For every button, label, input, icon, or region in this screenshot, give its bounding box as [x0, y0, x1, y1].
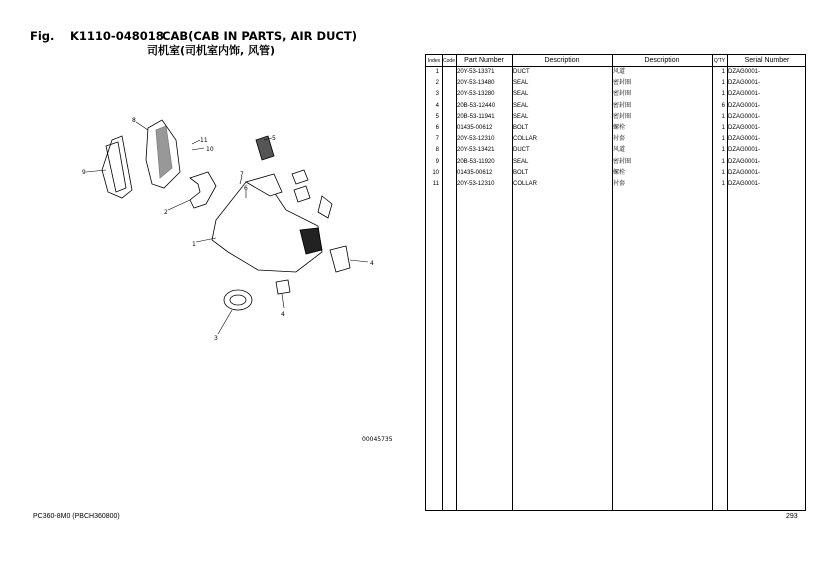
cell-serial-number: DZAG0001- — [728, 102, 761, 109]
cell-qty: 1 — [721, 69, 725, 75]
callout-7: 7 — [240, 171, 244, 178]
table-row — [426, 67, 805, 78]
cell-description-en: COLLAR — [513, 181, 538, 187]
cell-part-number: 20Y-53-13421 — [457, 147, 495, 154]
cell-code — [442, 157, 456, 168]
table-row — [426, 134, 805, 145]
cell-part-number: 20B-53-11920 — [457, 158, 495, 165]
cell-qty: 1 — [721, 169, 725, 176]
cell-description-cn: 风道 — [613, 147, 626, 154]
cell-description-cn: 螺栓 — [613, 125, 626, 131]
cell-description-en: SEAL — [513, 102, 529, 109]
cell-description-cn: 密封圈 — [613, 113, 632, 120]
cell-serial-number: DZAG0001- — [728, 158, 761, 165]
cell-index: 3 — [435, 91, 439, 98]
cell-serial-number: DZAG0001- — [728, 136, 761, 143]
cell-code — [442, 101, 456, 112]
page-title-chinese: 司机室(司机室内饰, 风管) — [147, 44, 276, 57]
callout-3: 3 — [214, 335, 218, 342]
cell-index: 7 — [435, 136, 439, 143]
table-row — [426, 123, 805, 134]
cell-code — [442, 112, 456, 123]
cell-code — [442, 168, 456, 179]
callout-6: 6 — [244, 185, 248, 192]
header-part-number: Part Number — [464, 57, 504, 64]
cell-description-en: SEAL — [513, 113, 529, 120]
cell-qty: 1 — [721, 80, 725, 87]
cell-index: 9 — [435, 158, 439, 165]
cell-serial-number: DZAG0001- — [728, 113, 761, 120]
cell-description-en: SEAL — [513, 80, 529, 87]
cell-serial-number: DZAG0001- — [728, 181, 761, 187]
callout-4-lower: 4 — [281, 311, 285, 318]
cell-qty: 1 — [721, 125, 725, 131]
cell-serial-number: DZAG0001- — [728, 147, 761, 154]
cell-part-number: 20Y-53-13371 — [457, 69, 495, 75]
table-row — [426, 157, 805, 168]
cell-qty: 6 — [721, 102, 725, 109]
cell-qty: 1 — [721, 113, 725, 120]
table-row — [426, 89, 805, 100]
table-row — [426, 145, 805, 156]
cell-qty: 1 — [721, 158, 725, 165]
cell-index: 6 — [435, 125, 439, 131]
cell-description-cn: 密封圈 — [613, 158, 632, 165]
cell-description-cn: 密封圈 — [613, 91, 632, 98]
callout-4: 4 — [370, 260, 374, 267]
cell-index: 10 — [432, 169, 439, 176]
page-number: 293 — [786, 513, 798, 520]
callout-9: 9 — [82, 169, 86, 176]
cell-code — [442, 89, 456, 100]
fig-label: Fig. — [30, 29, 55, 43]
cell-code — [442, 67, 456, 78]
cell-part-number: 20Y-53-12310 — [457, 181, 495, 187]
cell-part-number: 20B-53-11941 — [457, 113, 495, 120]
air-duct-drawing — [60, 100, 400, 360]
cell-part-number: 20Y-53-12310 — [457, 136, 495, 143]
cell-description-en: COLLAR — [513, 136, 538, 143]
header-description-cn: Description — [644, 57, 680, 64]
page-title: CAB(CAB IN PARTS, AIR DUCT) — [162, 29, 357, 43]
cell-code — [442, 78, 456, 89]
cell-serial-number: DZAG0001- — [728, 91, 761, 98]
header-code: Code — [443, 58, 455, 64]
cell-description-en: DUCT — [513, 69, 530, 75]
diagram-image-id: 00045735 — [362, 436, 393, 443]
cell-qty: 1 — [721, 136, 725, 143]
cell-description-cn: 衬套 — [613, 136, 626, 143]
cell-description-en: SEAL — [513, 91, 529, 98]
table-row — [426, 112, 805, 123]
table-row — [426, 179, 805, 190]
cell-serial-number: DZAG0001- — [728, 169, 761, 176]
callout-5: 5 — [272, 135, 276, 142]
cell-index: 1 — [435, 69, 439, 75]
cell-code — [442, 134, 456, 145]
cell-code — [442, 179, 456, 190]
cell-serial-number: DZAG0001- — [728, 80, 761, 87]
header-qty: Q'TY — [713, 58, 726, 64]
cell-description-en: SEAL — [513, 158, 529, 165]
header-description-en: Description — [544, 57, 580, 64]
parts-table — [425, 54, 806, 511]
cell-qty: 1 — [721, 147, 725, 154]
cell-index: 5 — [435, 113, 439, 120]
cell-code — [442, 145, 456, 156]
table-row — [426, 168, 805, 179]
cell-index: 4 — [435, 102, 439, 109]
cell-description-en: DUCT — [513, 147, 530, 154]
exploded-parts-diagram — [60, 100, 400, 360]
cell-index: 8 — [435, 147, 439, 154]
cell-description-cn: 密封圈 — [613, 102, 632, 109]
cell-description-en: BOLT — [513, 169, 529, 176]
callout-10: 10 — [206, 146, 214, 153]
table-row — [426, 78, 805, 89]
cell-part-number: 01435-00612 — [457, 169, 493, 176]
fig-number: K1110-048018 — [70, 29, 164, 43]
footer-model: PC360-8M0 (PBCH360800) — [33, 513, 120, 520]
cell-description-cn: 衬套 — [613, 181, 626, 187]
cell-index: 11 — [432, 181, 439, 187]
cell-qty: 1 — [721, 91, 725, 98]
cell-code — [442, 123, 456, 134]
header-serial-number: Serial Number — [744, 57, 790, 64]
cell-description-cn: 密封圈 — [613, 80, 632, 87]
cell-part-number: 01435-00612 — [457, 125, 493, 131]
callout-11: 11 — [200, 137, 208, 144]
cell-description-en: BOLT — [513, 125, 529, 131]
cell-serial-number: DZAG0001- — [728, 125, 761, 131]
cell-description-cn: 螺栓 — [613, 169, 626, 176]
cell-part-number: 20Y-53-13480 — [457, 80, 495, 87]
callout-1: 1 — [192, 241, 196, 248]
callout-2: 2 — [164, 209, 168, 216]
callout-8: 8 — [132, 117, 136, 124]
cell-qty: 1 — [721, 181, 725, 187]
cell-part-number: 20B-53-12440 — [457, 102, 496, 109]
cell-description-cn: 风道 — [613, 69, 626, 75]
header-index: Index — [427, 58, 441, 64]
cell-index: 2 — [435, 80, 439, 87]
cell-part-number: 20Y-53-13280 — [457, 91, 495, 98]
table-row — [426, 101, 805, 112]
cell-serial-number: DZAG0001- — [728, 69, 761, 75]
